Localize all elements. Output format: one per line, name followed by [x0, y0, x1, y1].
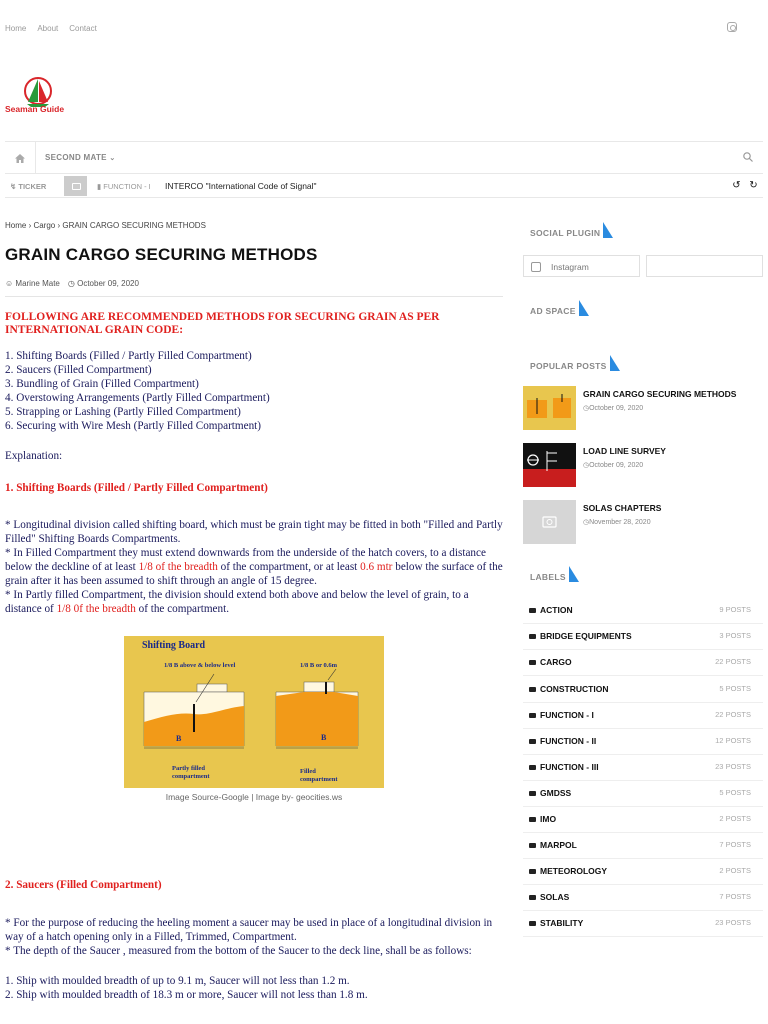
popular-post-date: ◷October 09, 2020	[583, 462, 644, 469]
ticker-category[interactable]: ▮ FUNCTION - I	[97, 182, 151, 191]
label-item[interactable]: FUNCTION - II 12 POSTS	[523, 729, 763, 755]
list-item: 4. Overstowing Arrangements (Partly Filled Compartment)	[5, 392, 270, 404]
figure-b-left: B	[176, 734, 182, 743]
nav-contact-link[interactable]: Contact	[69, 24, 97, 33]
post-meta	[5, 279, 139, 288]
explanation-label: Explanation:	[5, 450, 63, 462]
label-item[interactable]: BRIDGE EQUIPMENTS 3 POSTS	[523, 624, 763, 650]
social-plugin-heading: SOCIAL PLUGIN	[530, 222, 613, 238]
figure-title: Shifting Board	[142, 640, 206, 651]
popular-post-title[interactable]: SOLAS CHAPTERS	[583, 503, 662, 513]
shifting-board-diagram[interactable]	[124, 636, 384, 788]
list-item: 1. Shifting Boards (Filled / Partly Filled Compartment)	[5, 350, 252, 362]
figure-cap-right-1: Filled	[300, 768, 316, 775]
list-item: 1. Ship with moulded breadth of up to 9.1 m, Saucer will not less than 1.2 m.	[5, 975, 350, 987]
label-item[interactable]: SOLAS 7 POSTS	[523, 885, 763, 911]
search-icon[interactable]	[743, 152, 753, 162]
methods-list	[5, 349, 503, 433]
post-date: ◷ October 09, 2020	[67, 279, 139, 288]
chevron-down-icon: ⌄	[109, 155, 116, 162]
label-item[interactable]: CARGO 22 POSTS	[523, 650, 763, 676]
news-ticker	[5, 174, 763, 198]
label-item[interactable]: ACTION 9 POSTS	[523, 598, 763, 624]
list-item: 6. Securing with Wire Mesh (Partly Filled Compartment)	[5, 420, 261, 432]
figure-cap-left-2: compartment	[172, 773, 210, 780]
home-icon[interactable]	[5, 142, 36, 174]
section2-heading: 2. Saucers (Filled Compartment)	[5, 879, 162, 891]
paragraph: * Longitudinal division called shifting board, which must be grain tight may be fitted in both "Filled and Partly Filled" Shifting Boards Compartments.	[5, 519, 503, 545]
label-item[interactable]: MARPOL 7 POSTS	[523, 833, 763, 859]
figure-b-right: B	[321, 733, 327, 742]
figure-cap-left-1: Partly filled	[172, 765, 206, 772]
popular-post-thumbnail[interactable]	[523, 386, 576, 430]
label-item[interactable]: IMO 2 POSTS	[523, 807, 763, 833]
ticker-prev-button[interactable]: ↺	[732, 180, 741, 191]
main-nav	[5, 141, 763, 174]
logo-text: Seaman Guide	[5, 104, 65, 114]
paragraph: * The depth of the Saucer , measured from the bottom of the Saucer to the deck line, shall be as follows:	[5, 945, 472, 957]
nav-second-mate[interactable]: SECOND MATE ⌄	[45, 153, 116, 162]
ticker-thumbnail[interactable]	[64, 176, 87, 196]
labels-heading: LABELS	[530, 566, 579, 582]
figure-label-right: 1/8 B or 0.6m	[300, 662, 338, 669]
bolt-icon: ↯	[10, 182, 17, 191]
instagram-icon[interactable]	[727, 22, 737, 32]
instagram-button[interactable]: Instagram	[523, 255, 640, 277]
clock-icon: ◷	[583, 519, 590, 526]
top-nav	[5, 24, 97, 33]
popular-post-thumbnail[interactable]	[523, 443, 576, 487]
nav-home-link[interactable]: Home	[5, 24, 27, 33]
figure-caption: Image Source-Google | Image by- geocities.ws	[165, 792, 343, 802]
ticker-next-button[interactable]: ↻	[749, 180, 758, 191]
label-item[interactable]: GMDSS 5 POSTS	[523, 781, 763, 807]
paragraph: * For the purpose of reducing the heeling moment a saucer may be used in place of a longitudinal division in way of a hatch opening only in a Filled, Trimmed, Compartment.	[5, 917, 493, 943]
popular-post-thumbnail[interactable]	[523, 500, 576, 544]
label-item[interactable]: FUNCTION - I 22 POSTS	[523, 703, 763, 729]
flag-icon	[569, 566, 579, 582]
popular-post-date: ◷November 28, 2020	[583, 519, 651, 526]
list-item: 5. Strapping or Lashing (Partly Filled Compartment)	[5, 406, 241, 418]
label-item[interactable]: CONSTRUCTION 5 POSTS	[523, 677, 763, 703]
folder-icon: ▮	[97, 182, 102, 191]
label-item[interactable]: STABILITY 23 POSTS	[523, 911, 763, 937]
popular-post-title[interactable]: LOAD LINE SURVEY	[583, 446, 666, 456]
popular-post-title[interactable]: GRAIN CARGO SECURING METHODS	[583, 389, 737, 399]
label-item[interactable]: FUNCTION - III 23 POSTS	[523, 755, 763, 781]
ad-space-heading: AD SPACE	[530, 300, 589, 316]
popular-post-date: ◷October 09, 2020	[583, 405, 644, 412]
section2-text	[5, 916, 505, 958]
ticker-label: ↯ TICKER	[10, 182, 47, 191]
flag-icon	[603, 222, 613, 238]
ticker-headline[interactable]: INTERCO "International Code of Signal"	[165, 181, 317, 191]
flag-icon	[610, 355, 620, 371]
nav-about-link[interactable]: About	[37, 24, 59, 33]
figure-cap-right-2: compartment	[300, 776, 338, 783]
clock-icon: ◷	[583, 462, 590, 469]
list-item: 3. Bundling of Grain (Filled Compartment)	[5, 378, 199, 390]
figure-label-left: 1/8 B above & below level	[164, 662, 236, 669]
post-title: GRAIN CARGO SECURING METHODS	[5, 245, 318, 264]
paragraph: * In Filled Compartment they must extend downwards from the underside of the hatch covers, to a distance below the deckline of at least 1/8 of the breadth of the compartment, or at least 0.6 mtr below the surface of the grain after it has been assumed to shift through an angle of 15 degree.	[5, 547, 503, 587]
section2-list	[5, 974, 505, 1002]
list-item: 2. Ship with moulded breadth of 18.3 m or more, Saucer will not less than 1.8 m.	[5, 989, 368, 1001]
clock-icon: ◷	[67, 279, 75, 288]
section1-text	[5, 518, 503, 616]
label-item[interactable]: METEOROLOGY 2 POSTS	[523, 859, 763, 885]
flag-icon	[579, 300, 589, 316]
popular-posts-heading: POPULAR POSTS	[530, 355, 620, 371]
user-icon: ☺	[5, 279, 14, 288]
list-item: 2. Saucers (Filled Compartment)	[5, 364, 152, 376]
paragraph: * In Partly filled Compartment, the division should extend both above and below the level of grain, to a distance of 1/8 0f the breadth of the compartment.	[5, 589, 469, 615]
author[interactable]: ☺ Marine Mate	[5, 279, 60, 288]
breadcrumb[interactable]: Home › Cargo › GRAIN CARGO SECURING METHODS	[5, 221, 206, 230]
divider	[5, 296, 503, 297]
section1-heading: 1. Shifting Boards (Filled / Partly Filled Compartment)	[5, 482, 268, 494]
intro-heading: FOLLOWING ARE RECOMMENDED METHODS FOR SECURING GRAIN AS PER INTERNATIONAL GRAIN CODE:	[5, 311, 440, 336]
social-button[interactable]	[646, 255, 763, 277]
clock-icon: ◷	[583, 405, 590, 412]
